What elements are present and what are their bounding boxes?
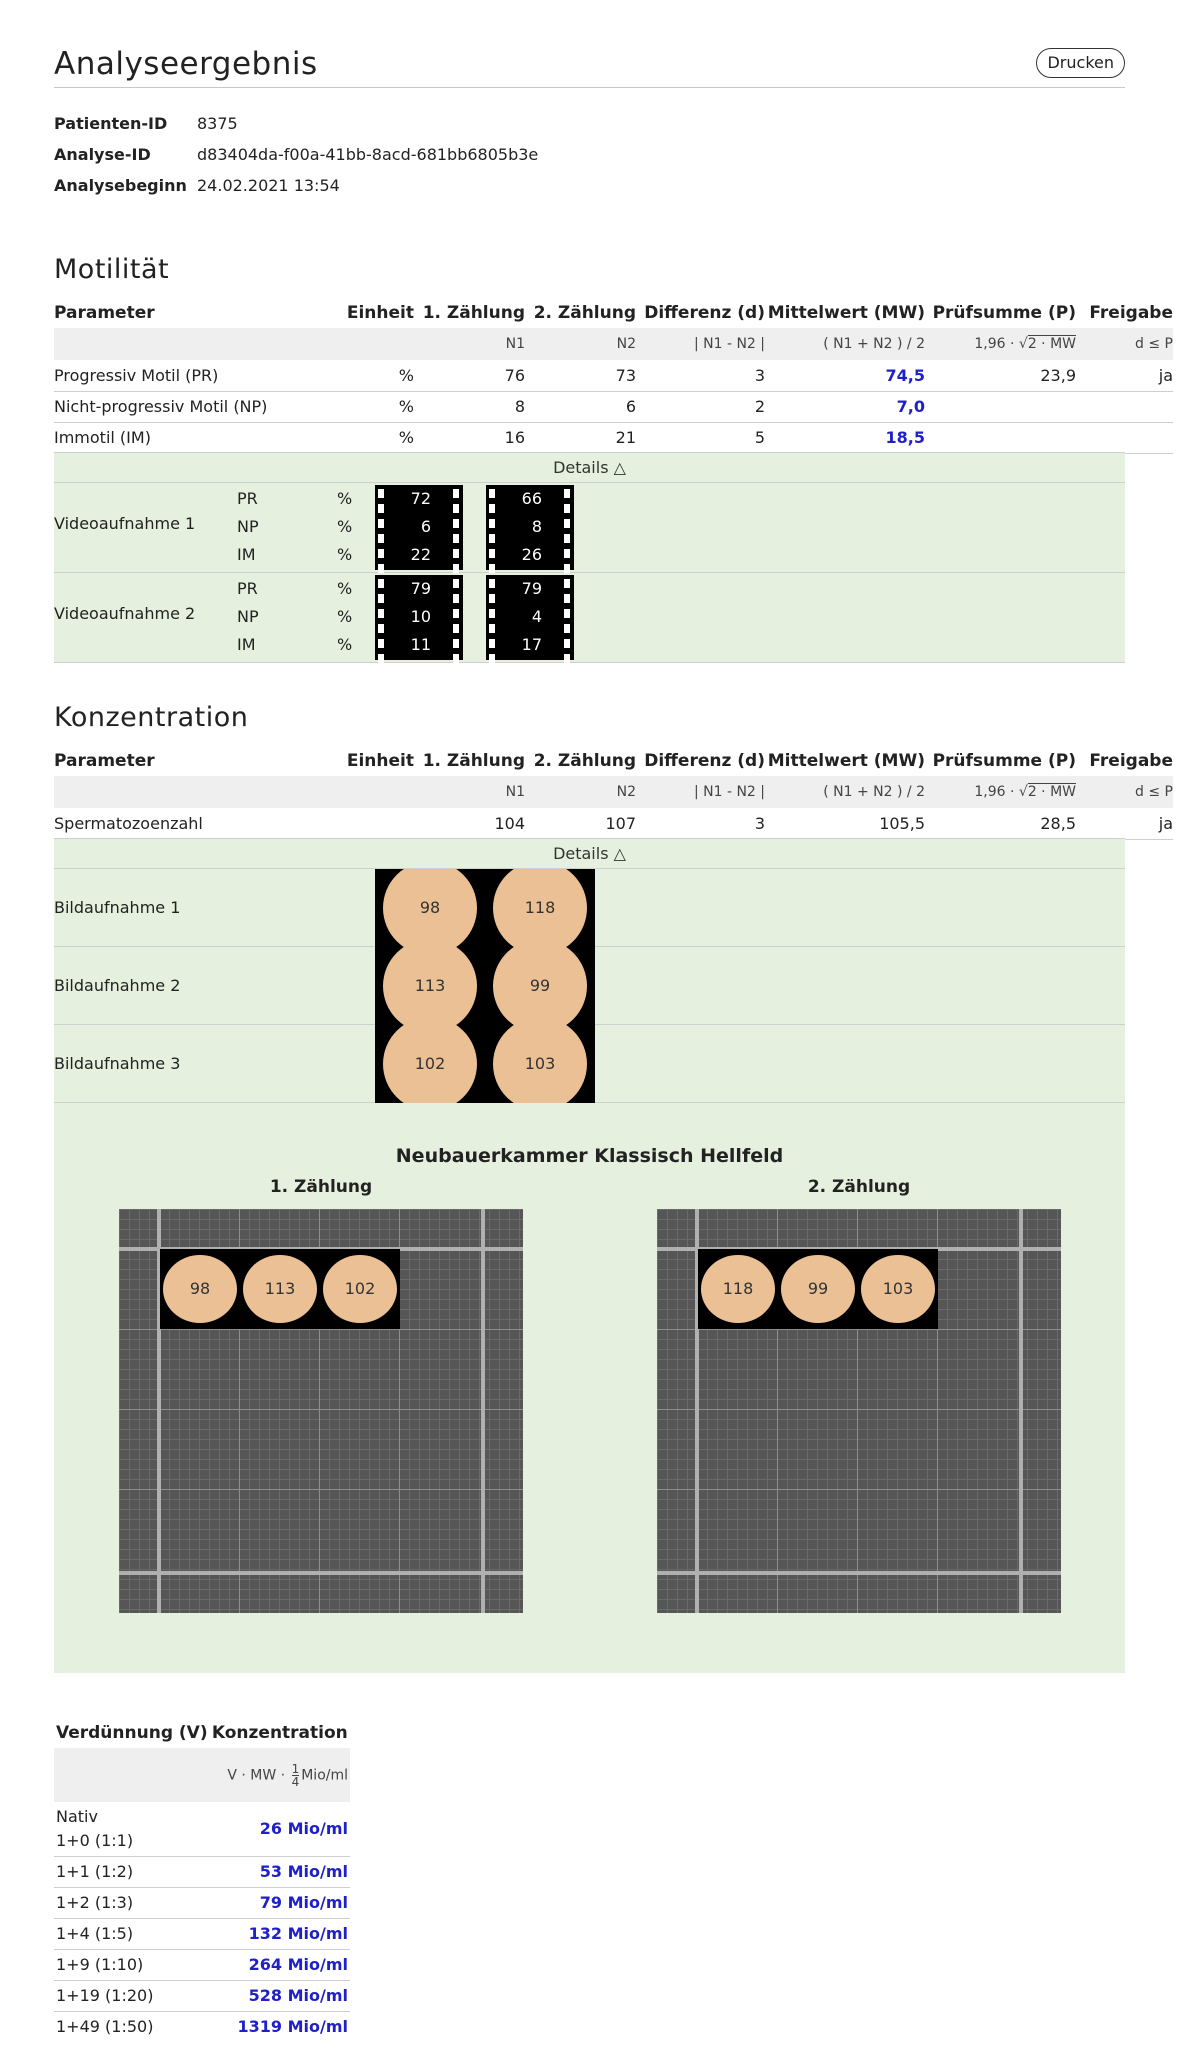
formula-check-prefix: 1,96 · (974, 784, 1019, 800)
video-value: 72 (410, 489, 431, 508)
col-diff: Differenz (d) (644, 750, 765, 771)
image-cell-count1[interactable] (375, 947, 485, 1025)
cell-sample: 99 (781, 1255, 855, 1323)
row-n2: 21 (525, 422, 636, 453)
video-key: IM (237, 635, 256, 654)
formula-check-prefix: 1,96 · (974, 336, 1019, 352)
neubauer-chamber-panel (54, 1103, 1125, 1673)
row-diff: 3 (636, 808, 765, 839)
chamber-square[interactable] (778, 1249, 858, 1329)
table-row (54, 422, 1173, 453)
image-name: Bildaufnahme 2 (54, 976, 181, 995)
row-mean: 105,5 (765, 808, 925, 839)
video-key: PR (237, 579, 258, 598)
dilution-label: 1+19 (1:20) (54, 1980, 210, 2011)
col-check: Prüfsumme (P) (932, 750, 1076, 771)
cell-sample: 102 (323, 1255, 397, 1323)
table-row (54, 808, 1173, 839)
meta-value: 8375 (197, 114, 238, 133)
formula-diff: | N1 - N2 | (636, 776, 765, 808)
video-value: 79 (410, 579, 431, 598)
video-recording-1 (54, 483, 1125, 573)
video-unit: % (337, 579, 353, 598)
section-title-motility: Motilität (54, 254, 170, 285)
col-unit: Einheit (346, 302, 414, 323)
video-value: 22 (410, 545, 431, 564)
chamber-grid-2 (657, 1209, 1061, 1613)
formula-n2: N2 (525, 776, 636, 808)
row-name: Immotil (IM) (54, 422, 274, 453)
row-check: 23,9 (925, 360, 1076, 391)
meta-row-analysis (54, 139, 538, 170)
formula-diff: | N1 - N2 | (636, 328, 765, 360)
dilution-label: 1+4 (1:5) (54, 1918, 210, 1949)
video-value: 26 (521, 545, 542, 564)
film-perforation-icon (564, 579, 571, 659)
row-diff: 5 (636, 422, 765, 453)
row-n1: 76 (414, 360, 525, 391)
table-row (54, 2011, 350, 2042)
video-value: 66 (521, 489, 542, 508)
video-film-count1[interactable] (375, 485, 463, 570)
chamber-square[interactable] (160, 1249, 240, 1329)
col-unit: Einheit (346, 750, 414, 771)
row-check (925, 391, 1076, 422)
meta-row-start (54, 170, 538, 201)
row-n1: 104 (414, 808, 525, 839)
row-mean: 18,5 (765, 422, 925, 453)
formula-prefix: V · MW · (227, 1767, 290, 1783)
meta-label: Analyse-ID (54, 145, 151, 164)
meta-row-patient (54, 108, 538, 139)
video-value: 8 (531, 517, 542, 536)
table-row (54, 1802, 350, 1856)
cell-sample: 99 (493, 947, 587, 1025)
formula-suffix: Mio/ml (301, 1767, 348, 1783)
video-unit: % (337, 545, 353, 564)
formula-n1: N1 (414, 776, 525, 808)
row-release (1076, 422, 1173, 453)
concentration-value: 26 Mio/ml (210, 1802, 350, 1856)
cell-sample: 118 (701, 1255, 775, 1323)
video-unit: % (337, 607, 353, 626)
video-key: PR (237, 489, 258, 508)
col-diff: Differenz (d) (644, 302, 765, 323)
table-row (54, 1918, 350, 1949)
formula-mean: ( N1 + N2 ) / 2 (765, 328, 925, 360)
cell-sample: 103 (861, 1255, 935, 1323)
row-name: Nicht-progressiv Motil (NP) (54, 391, 274, 422)
concentration-value: 79 Mio/ml (210, 1887, 350, 1918)
col-check: Prüfsumme (P) (932, 302, 1076, 323)
row-release: ja (1076, 360, 1173, 391)
details-toggle-motility[interactable]: Details △ (54, 452, 1125, 483)
image-cell-count1[interactable] (375, 1025, 485, 1103)
col-parameter: Parameter (54, 750, 155, 771)
formula-check (925, 776, 1076, 808)
video-film-count1[interactable] (375, 575, 463, 660)
formula-concentration (210, 1748, 350, 1802)
video-recording-2 (54, 573, 1125, 663)
image-recording-1 (54, 869, 1125, 947)
image-recording-3 (54, 1025, 1125, 1103)
table-row (54, 360, 1173, 391)
table-header (54, 297, 1173, 328)
chamber-title: Neubauerkammer Klassisch Hellfeld (395, 1145, 784, 1167)
film-perforation-icon (378, 579, 385, 659)
video-name: Videoaufnahme 2 (54, 604, 196, 623)
fraction (292, 1763, 300, 1788)
chamber-square[interactable] (320, 1249, 400, 1329)
row-n1: 16 (414, 422, 525, 453)
film-perforation-icon (453, 579, 460, 659)
title-row (54, 42, 1125, 88)
col-dilution: Verdünnung (V) (56, 1722, 208, 1743)
video-value: 79 (521, 579, 542, 598)
video-value: 10 (410, 607, 431, 626)
video-key: NP (237, 607, 259, 626)
concentration-value: 132 Mio/ml (210, 1918, 350, 1949)
image-name: Bildaufnahme 3 (54, 1054, 181, 1073)
table-header (54, 1717, 350, 1748)
formula-n2: N2 (525, 328, 636, 360)
col-mean: Mittelwert (MW) (767, 302, 925, 323)
dilution-label-main: 1+0 (1:1) (56, 1830, 134, 1850)
row-mean: 7,0 (765, 391, 925, 422)
image-recording-2 (54, 947, 1125, 1025)
row-n2: 73 (525, 360, 636, 391)
formula-check-sqrt: 2 · MW (1027, 784, 1076, 800)
video-unit: % (337, 489, 353, 508)
video-film-count2[interactable] (486, 485, 574, 570)
col-count2: 2. Zählung (533, 302, 636, 323)
meta-value: 24.02.2021 13:54 (197, 176, 340, 195)
row-unit: % (274, 391, 414, 422)
cell-sample: 113 (243, 1255, 317, 1323)
cell-sample: 118 (493, 869, 587, 947)
details-toggle-concentration[interactable]: Details △ (54, 838, 1125, 869)
row-unit: % (274, 422, 414, 453)
image-cell-count2[interactable] (485, 947, 595, 1025)
fraction-denominator: 4 (291, 1774, 300, 1789)
meta-label: Analysebeginn (54, 176, 187, 195)
formula-n1: N1 (414, 328, 525, 360)
row-n2: 107 (525, 808, 636, 839)
video-value: 11 (410, 635, 431, 654)
dilution-label: 1+2 (1:3) (54, 1887, 210, 1918)
row-unit: % (274, 360, 414, 391)
row-diff: 3 (636, 360, 765, 391)
col-count1: 1. Zählung (422, 302, 525, 323)
row-unit (274, 808, 414, 839)
formula-row (54, 328, 1173, 360)
chamber-square[interactable] (240, 1249, 320, 1329)
chamber-subtitle-2: 2. Zählung (807, 1177, 911, 1197)
video-value: 6 (420, 517, 431, 536)
image-cell-count1[interactable] (375, 869, 485, 947)
formula-release: d ≤ P (1076, 776, 1173, 808)
row-n2: 6 (525, 391, 636, 422)
sqrt-icon: √ (1018, 336, 1028, 352)
video-film-count2[interactable] (486, 575, 574, 660)
sqrt-icon: √ (1018, 784, 1028, 800)
row-mean: 74,5 (765, 360, 925, 391)
video-key: NP (237, 517, 259, 536)
col-concentration: Konzentration (211, 1722, 348, 1743)
col-count1: 1. Zählung (422, 750, 525, 771)
dilution-label: 1+9 (1:10) (54, 1949, 210, 1980)
print-button[interactable]: Drucken (1036, 48, 1125, 78)
chamber-square[interactable] (698, 1249, 778, 1329)
film-perforation-icon (489, 579, 496, 659)
col-count2: 2. Zählung (533, 750, 636, 771)
col-parameter: Parameter (54, 302, 155, 323)
formula-row (54, 1748, 350, 1802)
chamber-subtitle-1: 1. Zählung (269, 1177, 373, 1197)
formula-row (54, 776, 1173, 808)
row-release: ja (1076, 808, 1173, 839)
motility-table (54, 297, 1173, 454)
table-row (54, 1980, 350, 2011)
formula-check-sqrt: 2 · MW (1027, 336, 1076, 352)
dilution-label (54, 1802, 210, 1856)
section-title-concentration: Konzentration (54, 702, 249, 733)
film-perforation-icon (453, 489, 460, 569)
video-unit: % (337, 517, 353, 536)
video-value: 4 (531, 607, 542, 626)
row-n1: 8 (414, 391, 525, 422)
meta-value: d83404da-f00a-41bb-8acd-681bb6805b3e (197, 145, 539, 164)
dilution-label: 1+49 (1:50) (56, 2017, 154, 2037)
row-name: Progressiv Motil (PR) (54, 360, 274, 391)
dilution-label: 1+1 (1:2) (54, 1856, 210, 1887)
table-header (54, 745, 1173, 776)
video-name: Videoaufnahme 1 (54, 514, 196, 533)
meta-info (54, 108, 538, 201)
cell-sample: 113 (383, 947, 477, 1025)
row-check: 28,5 (925, 808, 1076, 839)
col-mean: Mittelwert (MW) (767, 750, 925, 771)
film-perforation-icon (378, 489, 385, 569)
table-row (54, 1856, 350, 1887)
fraction-numerator: 1 (291, 1761, 300, 1776)
page-title: Analyseergebnis (54, 46, 318, 82)
chamber-square[interactable] (858, 1249, 938, 1329)
concentration-table (54, 745, 1173, 840)
table-row (54, 1949, 350, 1980)
concentration-value: 53 Mio/ml (210, 1856, 350, 1887)
cell-sample: 103 (493, 1025, 587, 1103)
video-key: IM (237, 545, 256, 564)
cell-sample: 102 (383, 1025, 477, 1103)
col-release: Freigabe (1089, 302, 1173, 323)
image-name: Bildaufnahme 1 (54, 898, 181, 917)
cell-sample: 98 (163, 1255, 237, 1323)
formula-mean: ( N1 + N2 ) / 2 (765, 776, 925, 808)
formula-release: d ≤ P (1076, 328, 1173, 360)
table-row (54, 391, 1173, 422)
image-cell-count2[interactable] (485, 1025, 595, 1103)
concentration-value: 1319 Mio/ml (237, 2017, 348, 2037)
cell-sample: 98 (383, 869, 477, 947)
video-value: 17 (521, 635, 542, 654)
concentration-value: 528 Mio/ml (210, 1980, 350, 2011)
dilution-table (54, 1717, 350, 2042)
dilution-label-top: Nativ (56, 1806, 98, 1826)
image-cell-count2[interactable] (485, 869, 595, 947)
meta-label: Patienten-ID (54, 114, 168, 133)
row-check (925, 422, 1076, 453)
concentration-value: 264 Mio/ml (210, 1949, 350, 1980)
chamber-grid-1 (119, 1209, 523, 1613)
film-perforation-icon (564, 489, 571, 569)
video-unit: % (337, 635, 353, 654)
row-diff: 2 (636, 391, 765, 422)
col-release: Freigabe (1089, 750, 1173, 771)
row-name: Spermatozoenzahl (54, 808, 274, 839)
table-row (54, 1887, 350, 1918)
formula-check (925, 328, 1076, 360)
row-release (1076, 391, 1173, 422)
film-perforation-icon (489, 489, 496, 569)
